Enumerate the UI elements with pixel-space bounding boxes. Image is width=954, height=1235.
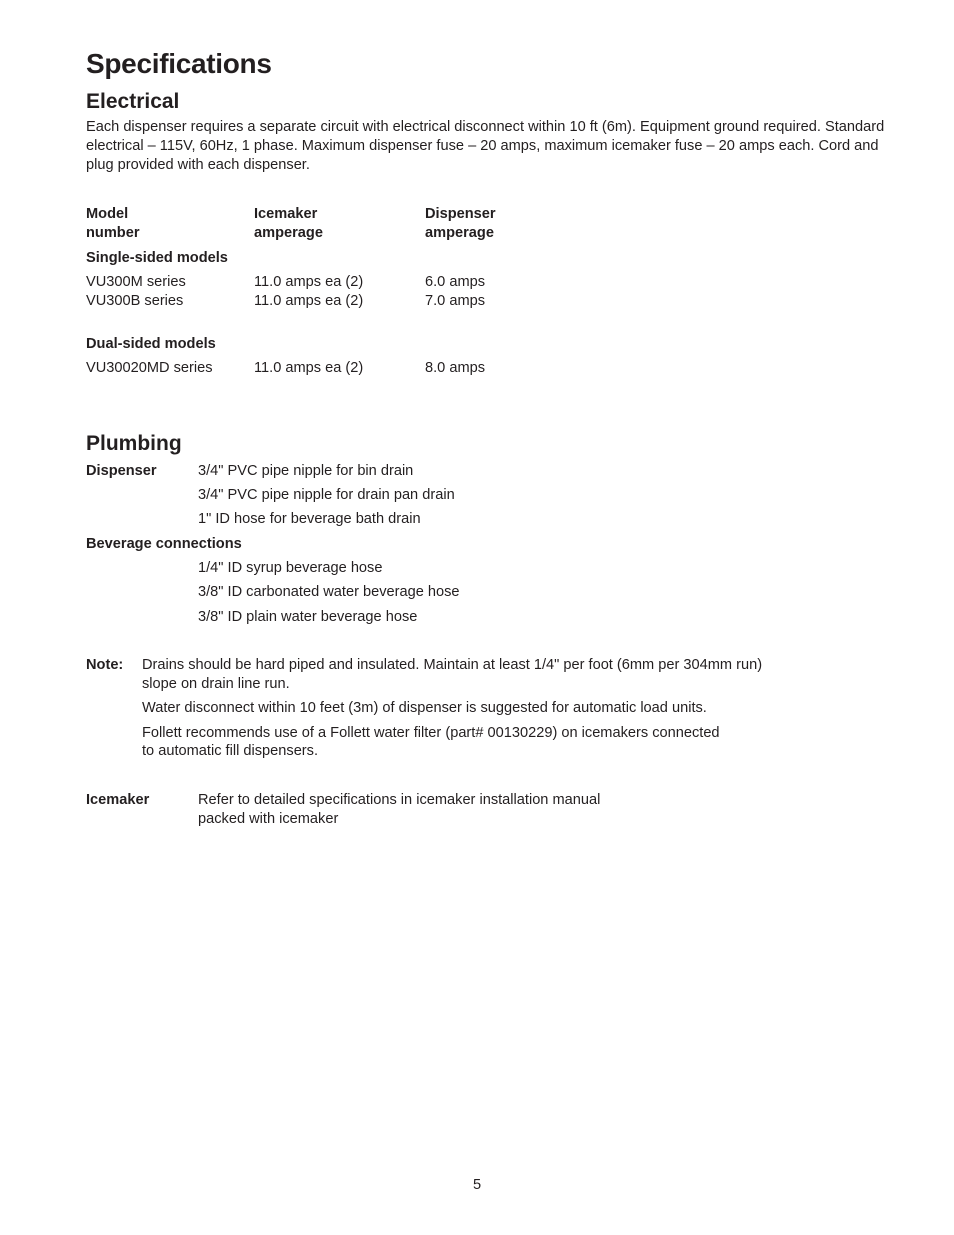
icemaker-text: Refer to detailed specifications in icemaker installation manual — [198, 792, 601, 808]
page-title: Specifications — [86, 48, 272, 79]
dispenser-item: 3/4" PVC pipe nipple for drain pan drain — [198, 487, 455, 503]
beverage-item: 3/8" ID carbonated water beverage hose — [198, 584, 460, 600]
table-cell-dispenser: 8.0 amps — [425, 360, 486, 376]
note-text: Drains should be hard piped and insulated. Maintain at least 1/4" per foot (6mm per 304mm run) — [142, 657, 763, 673]
dispenser-item: 3/4" PVC pipe nipple for bin drain — [198, 463, 414, 479]
beverage-item: 1/4" ID syrup beverage hose — [198, 560, 383, 576]
header-dispenser-line2: amperage — [425, 225, 494, 241]
header-dispenser-line1: Dispenser — [425, 206, 496, 222]
header-model-line1: Model — [86, 206, 129, 222]
header-model-line2: number — [86, 225, 140, 241]
table-cell-dispenser: 6.0 amps — [425, 274, 486, 290]
beverage-connections-label: Beverage connections — [86, 536, 242, 552]
table-cell-model: VU300M series — [86, 274, 186, 290]
icemaker-text: packed with icemaker — [198, 811, 339, 827]
group-label-dual: Dual-sided models — [86, 336, 216, 352]
plumbing-heading: Plumbing — [86, 432, 182, 455]
table-cell-icemaker: 11.0 amps ea (2) — [254, 293, 364, 309]
table-cell-icemaker: 11.0 amps ea (2) — [254, 360, 364, 376]
page-number: 5 — [472, 1177, 482, 1193]
icemaker-label: Icemaker — [86, 792, 150, 808]
beverage-item: 3/8" ID plain water beverage hose — [198, 609, 418, 625]
note-text: Follett recommends use of a Follett water filter (part# 00130229) on icemakers connected — [142, 725, 720, 741]
note-text: to automatic fill dispensers. — [142, 743, 319, 759]
note-text: Water disconnect within 10 feet (3m) of dispenser is suggested for automatic load units. — [142, 700, 707, 716]
dispenser-item: 1" ID hose for beverage bath drain — [198, 511, 421, 527]
note-label: Note: — [86, 657, 124, 673]
dispenser-label: Dispenser — [86, 463, 157, 479]
table-cell-model: VU30020MD series — [86, 360, 213, 376]
table-cell-dispenser: 7.0 amps — [425, 293, 486, 309]
header-icemaker-line2: amperage — [254, 225, 323, 241]
note-text: slope on drain line run. — [142, 676, 290, 692]
header-icemaker-line1: Icemaker — [254, 206, 318, 222]
electrical-description: Each dispenser requires a separate circuit with electrical disconnect within 10 ft (6m). Equipment ground required. Standard electrical – 115V, 60Hz, 1 phase. Maximum dispenser fuse – 20 amps, maximum icemaker fuse – 20 amps each. Cord and plug provided with each dispenser. — [86, 119, 885, 173]
electrical-heading: Electrical — [86, 90, 180, 113]
group-label-single: Single-sided models — [86, 250, 228, 266]
table-cell-model: VU300B series — [86, 293, 184, 309]
table-cell-icemaker: 11.0 amps ea (2) — [254, 274, 364, 290]
